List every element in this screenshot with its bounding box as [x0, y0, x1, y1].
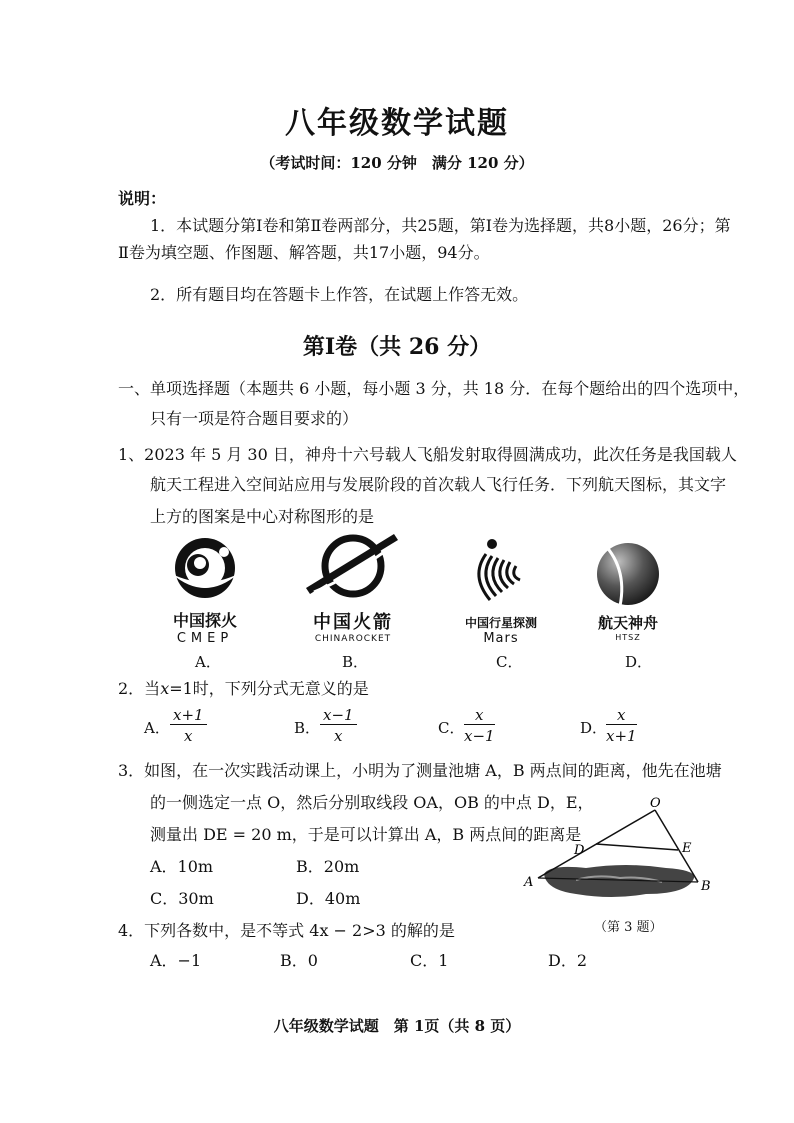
q1-stem-line-3: 上方的图案是中心对称图形的是	[150, 507, 375, 526]
label-d: D	[574, 843, 585, 858]
q3-stem-line-2: 的一侧选定一点 O，然后分别取线段 OA，OB 的中点 D，E，	[150, 793, 594, 812]
q1-option-d-label: D．	[625, 653, 653, 671]
section-title: 第Ⅰ卷（共 26 分）	[302, 334, 492, 360]
q2-option-c-numerator: x	[464, 706, 495, 725]
q1-option-a-label: A．	[195, 653, 221, 671]
q3-option-c[interactable]: C．30m	[150, 889, 214, 908]
q2-stem-prefix: 2．当	[118, 679, 161, 698]
q3-stem-line-3: 测量出 DE = 20 m，于是可以计算出 A，B 两点间的距离是	[150, 825, 582, 844]
q2-option-b-denominator: x	[334, 727, 343, 745]
q4-stem: 4．下列各数中，是不等式 4x − 2>3 的解的是	[118, 921, 455, 940]
q4-option-c[interactable]: C．1	[410, 951, 449, 970]
q1-option-c[interactable]	[446, 532, 556, 646]
q2-option-a-numerator: x+1	[170, 706, 207, 725]
q3-option-a[interactable]: A．10m	[150, 857, 214, 876]
segment-de	[596, 844, 678, 850]
q4-option-b[interactable]: B．0	[280, 951, 318, 970]
q2-option-c-fraction[interactable]	[464, 706, 495, 745]
mars-logo-icon	[446, 532, 556, 612]
cmep-logo-icon	[150, 532, 260, 604]
q2-option-a-label: A．	[144, 719, 170, 737]
note-item-1-line-1: 1．本试题分第Ⅰ卷和第Ⅱ卷两部分，共25题，第Ⅰ卷为选择题，共8小题，26分；第	[150, 216, 731, 235]
china-rocket-logo-en: CHINAROCKET	[314, 634, 392, 644]
label-o: O	[650, 796, 661, 811]
cmep-logo-en: CMEP	[176, 631, 234, 646]
q1-option-a[interactable]	[150, 532, 260, 646]
q1-stem-line-2: 航天工程进入空间站应用与发展阶段的首次载人飞行任务．下列航天图标，其文字	[150, 475, 727, 494]
q2-option-b-label: B．	[294, 719, 321, 737]
q2-option-d-denominator: x+1	[606, 727, 637, 745]
label-b: B	[701, 879, 711, 894]
page-title: 八年级数学试题	[285, 106, 509, 141]
q2-option-c-denominator: x−1	[464, 727, 495, 745]
htsz-logo-en: HTSZ	[615, 633, 641, 642]
q1-stem-line-1: 1、2023 年 5 月 30 日，神舟十六号载人飞船发射取得圆满成功，此次任务是我国载人	[118, 445, 737, 464]
q1-option-d[interactable]	[580, 536, 676, 642]
q2-option-b-fraction[interactable]	[320, 706, 357, 745]
page-footer: 八年级数学试题 第 1页（共 8 页）	[273, 1017, 521, 1035]
label-e: E	[682, 841, 692, 856]
part-1-heading-line-1: 一、单项选择题（本题共 6 小题，每小题 3 分，共 18 分．在每个题给出的四个选项中，	[118, 379, 750, 398]
q2-stem-text: =1时，下列分式无意义的是	[169, 679, 369, 698]
htsz-logo-icon	[580, 536, 676, 608]
china-rocket-logo-icon	[296, 532, 410, 604]
label-a: A	[524, 875, 534, 890]
cmep-logo-cn: 中国探火	[172, 611, 237, 630]
q2-stem	[118, 676, 369, 699]
note-item-2: 2．所有题目均在答题卡上作答，在试题上作答无效。	[150, 285, 529, 304]
q3-stem-line-1: 3．如图，在一次实践活动课上，小明为了测量池塘 A，B 两点间的距离，他先在池塘	[118, 761, 722, 780]
q2-option-d-label: D．	[580, 719, 608, 737]
htsz-logo-cn: 航天神舟	[597, 614, 658, 632]
q1-option-c-label: C．	[496, 653, 523, 671]
china-rocket-logo-cn: 中国火箭	[313, 612, 393, 633]
q2-option-a-fraction[interactable]	[170, 706, 207, 745]
q4-option-d[interactable]: D．2	[548, 951, 588, 970]
q3-option-d[interactable]: D．40m	[296, 889, 361, 908]
mars-logo-cn: 中国行星探测	[464, 616, 537, 630]
mars-logo-en: Mars	[483, 631, 519, 646]
q3-option-b[interactable]: B．20m	[296, 857, 360, 876]
q1-option-b[interactable]	[296, 532, 410, 644]
q4-option-a[interactable]: A．−1	[150, 951, 202, 970]
q2-option-c-label: C．	[438, 719, 465, 737]
q2-stem-variable: x	[160, 679, 170, 698]
q2-option-a-denominator: x	[184, 727, 193, 745]
q3-figure-caption: （第 3 题）	[594, 920, 663, 935]
part-1-heading-line-2: 只有一项是符合题目要求的）	[150, 409, 359, 428]
q2-option-d-numerator: x	[606, 706, 637, 725]
q1-option-b-label: B．	[342, 653, 369, 671]
exam-info: （考试时间：120 分钟 满分 120 分）	[260, 154, 534, 172]
note-item-1-line-2: Ⅱ卷为填空题、作图题、解答题，共17小题，94分。	[118, 243, 490, 262]
q3-triangle-figure	[516, 790, 716, 910]
q2-option-b-numerator: x−1	[320, 706, 357, 725]
notes-heading: 说明：	[118, 189, 167, 208]
q2-option-d-fraction[interactable]	[606, 706, 637, 745]
